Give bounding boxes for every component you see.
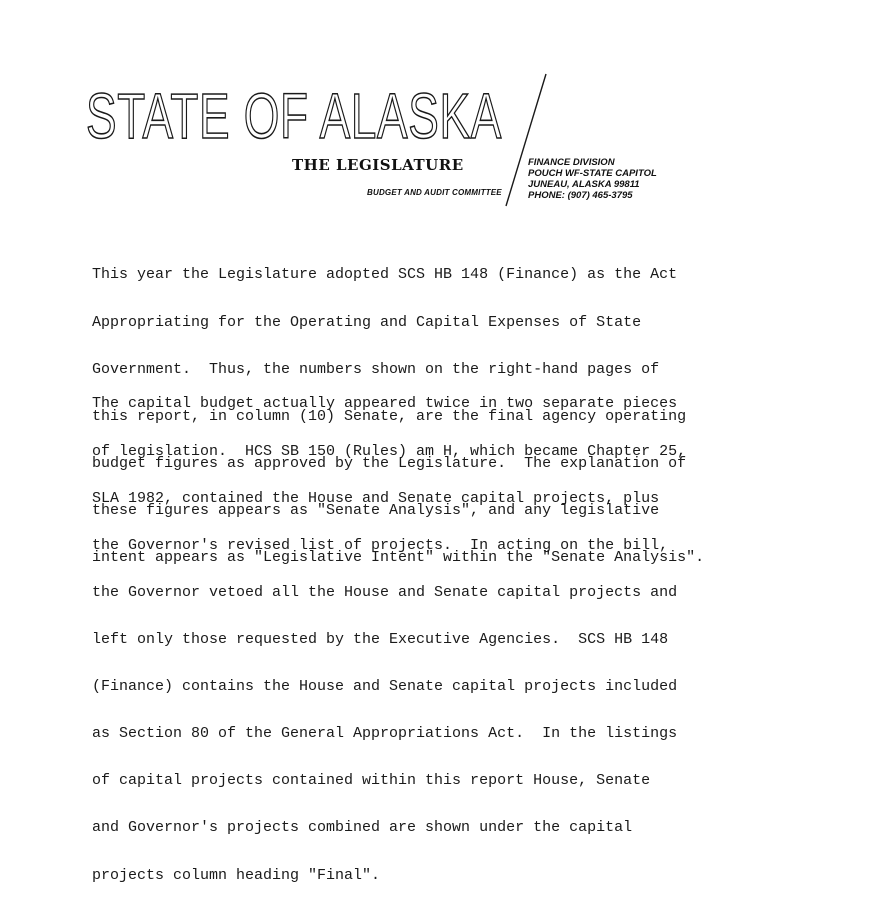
address-line: FINANCE DIVISION	[528, 157, 615, 168]
text-line: left only those requested by the Executive Agencies. SCS HB 148	[92, 630, 669, 648]
address-line: JUNEAU, ALASKA 99811	[528, 179, 640, 190]
text-line: these figures appears as "Senate Analysis", and any legislative	[92, 501, 660, 519]
text-line: The capital budget actually appeared twice in two separate pieces	[92, 395, 678, 413]
text-line: intent appears as "Legislative Intent" within the "Senate Analysis".	[92, 549, 705, 567]
text-line: budget figures as approved by the Legislature. The explanation of	[92, 454, 687, 472]
address-line: PHONE: (907) 465-3795	[528, 190, 633, 201]
text-line: projects column heading "Final".	[92, 866, 381, 884]
text-line: the Governor's revised list of projects. In acting on the bill,	[92, 536, 669, 554]
text-line: the Governor vetoed all the House and Senate capital projects and	[92, 583, 678, 601]
text-line: This year the Legislature adopted SCS HB 148 (Finance) as the Act	[92, 266, 678, 284]
paragraph-capital-budget	[92, 365, 686, 899]
text-line: of capital projects contained within this report House, Senate	[92, 772, 651, 790]
committee-name: BUDGET AND AUDIT COMMITTEE	[367, 188, 502, 197]
text-line: SLA 1982, contained the House and Senate capital projects, plus	[92, 489, 660, 507]
legislature-heading: THE LEGISLATURE	[292, 156, 464, 174]
text-line: and Governor's projects combined are shown under the capital	[92, 819, 633, 837]
text-line: Appropriating for the Operating and Capital Expenses of State	[92, 313, 642, 331]
address-line: POUCH WF-STATE CAPITOL	[528, 168, 657, 179]
text-line: this report, in column (10) Senate, are the final agency operating	[92, 407, 687, 425]
text-line: (Finance) contains the House and Senate capital projects included	[92, 678, 678, 696]
text-line: of legislation. HCS SB 150 (Rules) am H, which became Chapter 25,	[92, 442, 687, 460]
text-line: as Section 80 of the General Appropriations Act. In the listings	[92, 725, 678, 743]
text-line: Government. Thus, the numbers shown on the right-hand pages of	[92, 360, 660, 378]
finance-division-address	[528, 157, 657, 201]
state-of-alaska-title	[86, 78, 506, 152]
title-text: STATE OF ALASKA	[86, 80, 502, 152]
